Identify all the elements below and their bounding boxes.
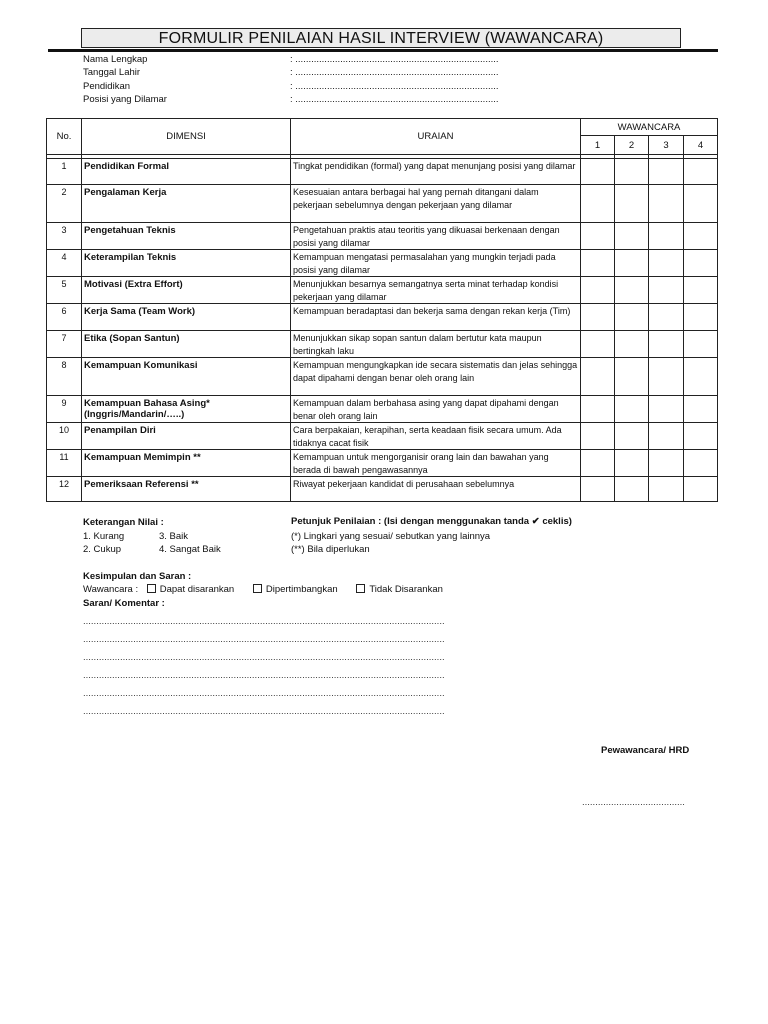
table-row	[47, 185, 718, 223]
comment-line-5[interactable]: .........................................................................................................................................	[83, 688, 445, 699]
petunjuk-title-post: ceklis)	[542, 516, 572, 527]
row-dimensi: Kerja Sama (Team Work)	[82, 304, 291, 331]
option-dapat-disarankan[interactable]	[147, 584, 234, 595]
checkbox-tidak-disarankan[interactable]	[356, 584, 365, 593]
score-cell-4[interactable]	[684, 423, 718, 450]
score-cell-2[interactable]	[615, 477, 649, 502]
row-dimensi: Keterampilan Teknis	[82, 250, 291, 277]
score-cell-4[interactable]	[684, 159, 718, 185]
row-uraian: Riwayat pekerjaan kandidat di perusahaan sebelumnya	[291, 477, 581, 502]
wawancara-label: Wawancara :	[83, 584, 139, 595]
score-cell-3[interactable]	[649, 304, 684, 331]
row-uraian: Menunjukkan besarnya semangatnya serta minat terhadap kondisi pekerjaan yang dilamar	[291, 277, 581, 304]
score-cell-3[interactable]	[649, 477, 684, 502]
row-number: 4	[47, 250, 82, 277]
comment-line-3[interactable]: .........................................................................................................................................	[83, 652, 445, 663]
row-dimensi: Kemampuan Memimpin **	[82, 450, 291, 477]
nilai-sangat-baik: 4. Sangat Baik	[159, 544, 221, 555]
header-wawancara: WAWANCARA	[581, 119, 718, 136]
row-uraian: Kemampuan mengungkapkan ide secara sistematis dan jelas sehingga dapat dipahami dengan benar oleh orang lain	[291, 358, 581, 396]
row-uraian: Kemampuan beradaptasi dan bekerja sama dengan rekan kerja (Tim)	[291, 304, 581, 331]
score-cell-2[interactable]	[615, 185, 649, 223]
wawancara-options	[83, 584, 443, 595]
row-number: 7	[47, 331, 82, 358]
table-row	[47, 331, 718, 358]
option-dipertimbangkan[interactable]	[253, 584, 338, 595]
table-row	[47, 223, 718, 250]
row-uraian: Kemampuan untuk mengorganisir orang lain dan bawahan yang berada di bawah pengawasannya	[291, 450, 581, 477]
row-number: 8	[47, 358, 82, 396]
score-cell-1[interactable]	[581, 304, 615, 331]
score-cell-3[interactable]	[649, 358, 684, 396]
row-number: 10	[47, 423, 82, 450]
score-cell-1[interactable]	[581, 185, 615, 223]
petunjuk-line-2: (**) Bila diperlukan	[291, 544, 370, 555]
table-row	[47, 396, 718, 423]
row-number: 5	[47, 277, 82, 304]
table-row	[47, 477, 718, 502]
checkbox-dapat-disarankan[interactable]	[147, 584, 156, 593]
score-cell-1[interactable]	[581, 396, 615, 423]
row-uraian: Kemampuan dalam berbahasa asing yang dapat dipahami dengan benar oleh orang lain	[291, 396, 581, 423]
score-cell-3[interactable]	[649, 223, 684, 250]
row-uraian: Pengetahuan praktis atau teoritis yang dikuasai berkenaan dengan posisi yang dilamar	[291, 223, 581, 250]
check-icon: ✔	[531, 516, 540, 527]
row-dimensi: Penampilan Diri	[82, 423, 291, 450]
option-tidak-disarankan[interactable]	[356, 584, 443, 595]
info-value-field[interactable]: : .............................................................................	[290, 67, 499, 79]
nilai-kurang: 1. Kurang	[83, 531, 125, 542]
score-cell-4[interactable]	[684, 304, 718, 331]
row-number: 2	[47, 185, 82, 223]
signature-label: Pewawancara/ HRD	[601, 745, 690, 756]
table-row	[47, 358, 718, 396]
score-cell-1[interactable]	[581, 223, 615, 250]
option-tidak-disarankan-label: Tidak Disarankan	[369, 584, 443, 595]
signature-line[interactable]: .......................................	[582, 797, 685, 808]
score-cell-1[interactable]	[581, 331, 615, 358]
nilai-cukup: 2. Cukup	[83, 544, 122, 555]
header-score-4: 4	[684, 136, 718, 155]
score-cell-4[interactable]	[684, 450, 718, 477]
info-label: Nama Lengkap	[83, 54, 148, 65]
row-uraian: Tingkat pendidikan (formal) yang dapat menunjang posisi yang dilamar	[291, 159, 581, 185]
header-score-3: 3	[649, 136, 684, 155]
score-cell-1[interactable]	[581, 250, 615, 277]
row-number: 1	[47, 159, 82, 185]
row-uraian: Cara berpakaian, kerapihan, serta keadaan fisik secara umum. Ada tidaknya cacat fisik	[291, 423, 581, 450]
score-cell-3[interactable]	[649, 277, 684, 304]
row-number: 6	[47, 304, 82, 331]
comment-line-1[interactable]: .........................................................................................................................................	[83, 616, 445, 627]
score-cell-1[interactable]	[581, 358, 615, 396]
row-number: 3	[47, 223, 82, 250]
score-cell-3[interactable]	[649, 185, 684, 223]
score-cell-4[interactable]	[684, 396, 718, 423]
info-row	[83, 53, 543, 66]
score-cell-2[interactable]	[615, 423, 649, 450]
score-cell-4[interactable]	[684, 223, 718, 250]
table-row	[47, 450, 718, 477]
comment-line-2[interactable]: .........................................................................................................................................	[83, 634, 445, 645]
petunjuk-title-pre: Petunjuk Penilaian : (Isi dengan menggunakan tanda	[291, 516, 530, 527]
score-cell-3[interactable]	[649, 423, 684, 450]
score-cell-2[interactable]	[615, 331, 649, 358]
row-uraian: Kesesuaian antara berbagai hal yang pernah ditangani dalam pekerjaan sebelumnya dengan pekerjaan yang dilamar	[291, 185, 581, 223]
score-cell-3[interactable]	[649, 331, 684, 358]
kesimpulan-title: Kesimpulan dan Saran :	[83, 571, 192, 582]
score-cell-1[interactable]	[581, 277, 615, 304]
row-number: 12	[47, 477, 82, 502]
header-dimensi: DIMENSI	[82, 119, 291, 155]
header-uraian: URAIAN	[291, 119, 581, 155]
score-cell-3[interactable]	[649, 450, 684, 477]
score-cell-1[interactable]	[581, 423, 615, 450]
score-cell-2[interactable]	[615, 450, 649, 477]
score-cell-4[interactable]	[684, 358, 718, 396]
score-cell-4[interactable]	[684, 185, 718, 223]
row-uraian: Kemampuan mengatasi permasalahan yang mungkin terjadi pada posisi yang dilamar	[291, 250, 581, 277]
table-row	[47, 277, 718, 304]
info-value-field[interactable]: : .............................................................................	[290, 80, 499, 92]
row-dimensi: Kemampuan Komunikasi	[82, 358, 291, 396]
header-score-2: 2	[615, 136, 649, 155]
row-dimensi: Pemeriksaan Referensi **	[82, 477, 291, 502]
info-label: Tanggal Lahir	[83, 67, 141, 79]
info-label: Pendidikan	[83, 80, 131, 92]
applicant-info	[83, 53, 543, 106]
form-title: FORMULIR PENILAIAN HASIL INTERVIEW (WAWANCARA)	[81, 28, 681, 48]
row-dimensi: Pengetahuan Teknis	[82, 223, 291, 250]
checkbox-dipertimbangkan[interactable]	[253, 584, 262, 593]
score-cell-3[interactable]	[649, 159, 684, 185]
row-dimensi: Etika (Sopan Santun)	[82, 331, 291, 358]
row-dimensi: Kemampuan Bahasa Asing* (Inggris/Mandarin/…..)	[82, 396, 291, 423]
score-cell-2[interactable]	[615, 358, 649, 396]
header-no: No.	[47, 119, 82, 155]
info-value-field[interactable]: : .............................................................................	[290, 54, 499, 65]
header-score-1: 1	[581, 136, 615, 155]
assessment-table	[46, 118, 718, 502]
info-value-field[interactable]: : .............................................................................	[290, 93, 499, 105]
nilai-baik: 3. Baik	[159, 531, 189, 542]
score-cell-2[interactable]	[615, 250, 649, 277]
table-row	[47, 250, 718, 277]
info-label: Posisi yang Dilamar	[83, 93, 167, 105]
table-row	[47, 304, 718, 331]
score-cell-4[interactable]	[684, 477, 718, 502]
score-cell-2[interactable]	[615, 223, 649, 250]
petunjuk-line-1: (*) Lingkari yang sesuai/ sebutkan yang lainnya	[291, 531, 491, 542]
row-dimensi: Motivasi (Extra Effort)	[82, 277, 291, 304]
comment-line-6[interactable]: .........................................................................................................................................	[83, 706, 445, 717]
score-cell-2[interactable]	[615, 277, 649, 304]
info-row	[83, 93, 543, 106]
score-cell-4[interactable]	[684, 331, 718, 358]
row-dimensi: Pendidikan Formal	[82, 159, 291, 185]
row-number: 11	[47, 450, 82, 477]
row-dimensi: Pengalaman Kerja	[82, 185, 291, 223]
row-number: 9	[47, 396, 82, 423]
keterangan-title: Keterangan Nilai :	[83, 517, 164, 528]
petunjuk-title	[291, 516, 572, 527]
score-cell-1[interactable]	[581, 477, 615, 502]
score-cell-3[interactable]	[649, 250, 684, 277]
saran-label: Saran/ Komentar :	[83, 598, 165, 609]
table-row	[47, 159, 718, 185]
score-cell-2[interactable]	[615, 396, 649, 423]
score-cell-2[interactable]	[615, 304, 649, 331]
table-row	[47, 423, 718, 450]
title-underline	[48, 49, 718, 52]
row-uraian: Menunjukkan sikap sopan santun dalam bertutur kata maupun bertingkah laku	[291, 331, 581, 358]
score-cell-4[interactable]	[684, 277, 718, 304]
info-row	[83, 80, 543, 93]
score-cell-1[interactable]	[581, 450, 615, 477]
comment-line-4[interactable]: .........................................................................................................................................	[83, 670, 445, 681]
option-dipertimbangkan-label: Dipertimbangkan	[265, 584, 338, 595]
score-cell-4[interactable]	[684, 250, 718, 277]
score-cell-3[interactable]	[649, 396, 684, 423]
info-row	[83, 66, 543, 79]
score-cell-2[interactable]	[615, 159, 649, 185]
option-dapat-disarankan-label: Dapat disarankan	[159, 584, 235, 595]
score-cell-1[interactable]	[581, 159, 615, 185]
